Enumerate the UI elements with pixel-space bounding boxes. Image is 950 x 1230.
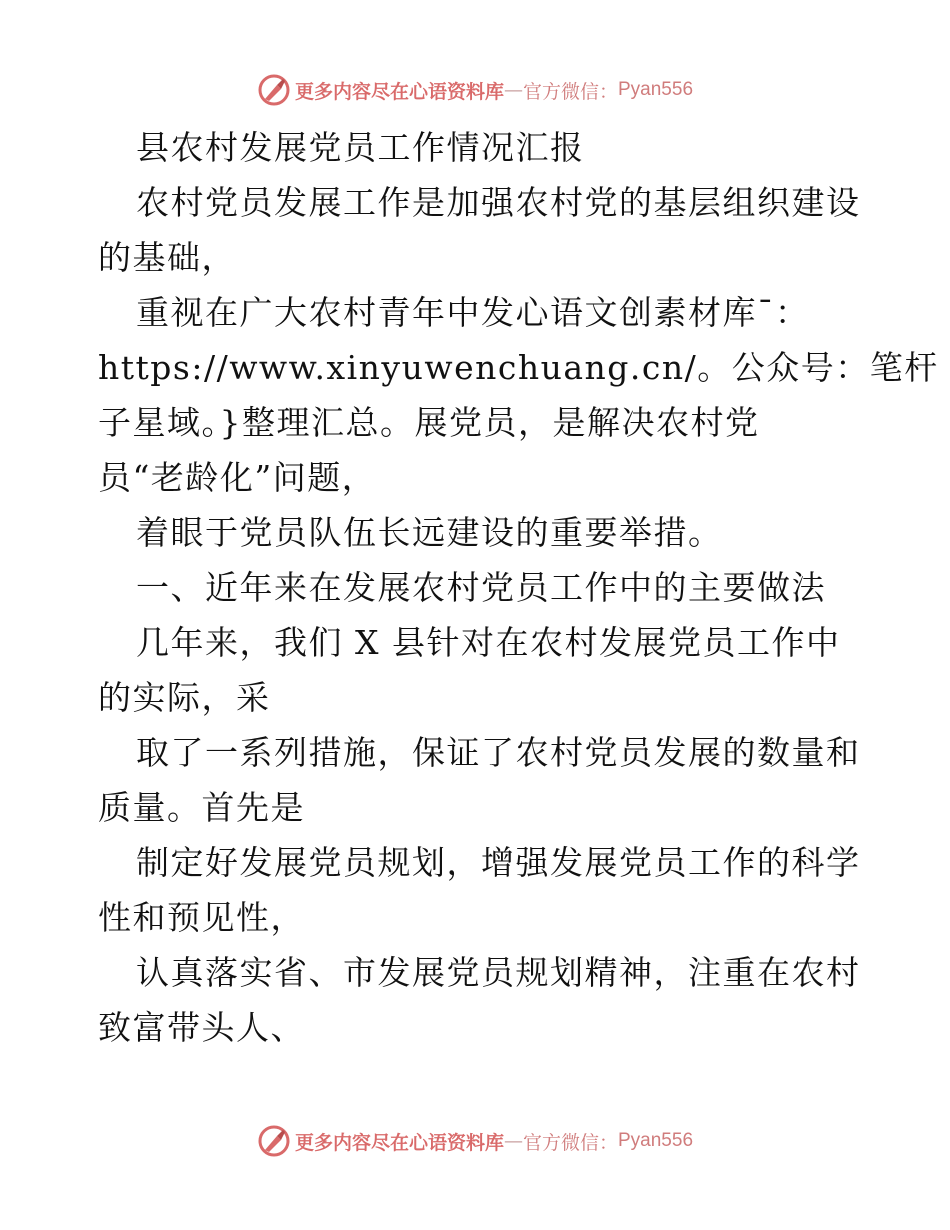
doc-line: 性和预见性，	[98, 898, 305, 937]
doc-line: 重视在广大农村青年中发心语文创素材库¯：	[136, 293, 810, 332]
doc-line: 的基础，	[98, 238, 236, 277]
document-body	[98, 120, 939, 1055]
doc-line: 农村党员发展工作是加强农村党的基层组织建设	[136, 183, 861, 222]
doc-line: 质量。首先是	[98, 788, 305, 827]
banner-separator: —	[503, 79, 523, 101]
doc-line: 子星域。}整理汇总。展党员，是解决农村党	[98, 403, 760, 442]
banner-wechat-id: Pyan556	[618, 79, 694, 100]
banner-wechat-id: Pyan556	[618, 1130, 694, 1151]
header-watermark-banner	[0, 70, 950, 110]
doc-line: 几年来，我们 X 县针对在农村发展党员工作中	[136, 623, 841, 662]
footer-watermark-banner	[0, 1121, 950, 1161]
brand-logo-icon	[257, 1124, 291, 1158]
doc-section-heading: 一、近年来在发展农村党员工作中的主要做法	[136, 568, 826, 607]
banner-main-text: 更多内容尽在心语资料库	[294, 80, 504, 103]
doc-title: 县农村发展党员工作情况汇报	[136, 128, 585, 167]
doc-line: 制定好发展党员规划，增强发展党员工作的科学	[136, 843, 861, 882]
doc-line: 着眼于党员队伍长远建设的重要举措。	[136, 513, 723, 552]
banner-label: 官方微信：	[522, 80, 618, 103]
brand-logo-icon	[257, 73, 291, 107]
doc-line: https://www.xinyuwenchuang.cn/。公众号：笔杆	[98, 348, 939, 387]
banner-main-text: 更多内容尽在心语资料库	[294, 1131, 504, 1154]
doc-line: 致富带头人、	[98, 1008, 305, 1047]
doc-line: 认真落实省、市发展党员规划精神，注重在农村	[136, 953, 861, 992]
banner-separator: —	[503, 1130, 523, 1152]
doc-line: 的实际，采	[98, 678, 271, 717]
banner-label: 官方微信：	[522, 1131, 618, 1154]
doc-line: 员“老龄化”问题，	[98, 458, 377, 497]
doc-line: 取了一系列措施，保证了农村党员发展的数量和	[136, 733, 861, 772]
